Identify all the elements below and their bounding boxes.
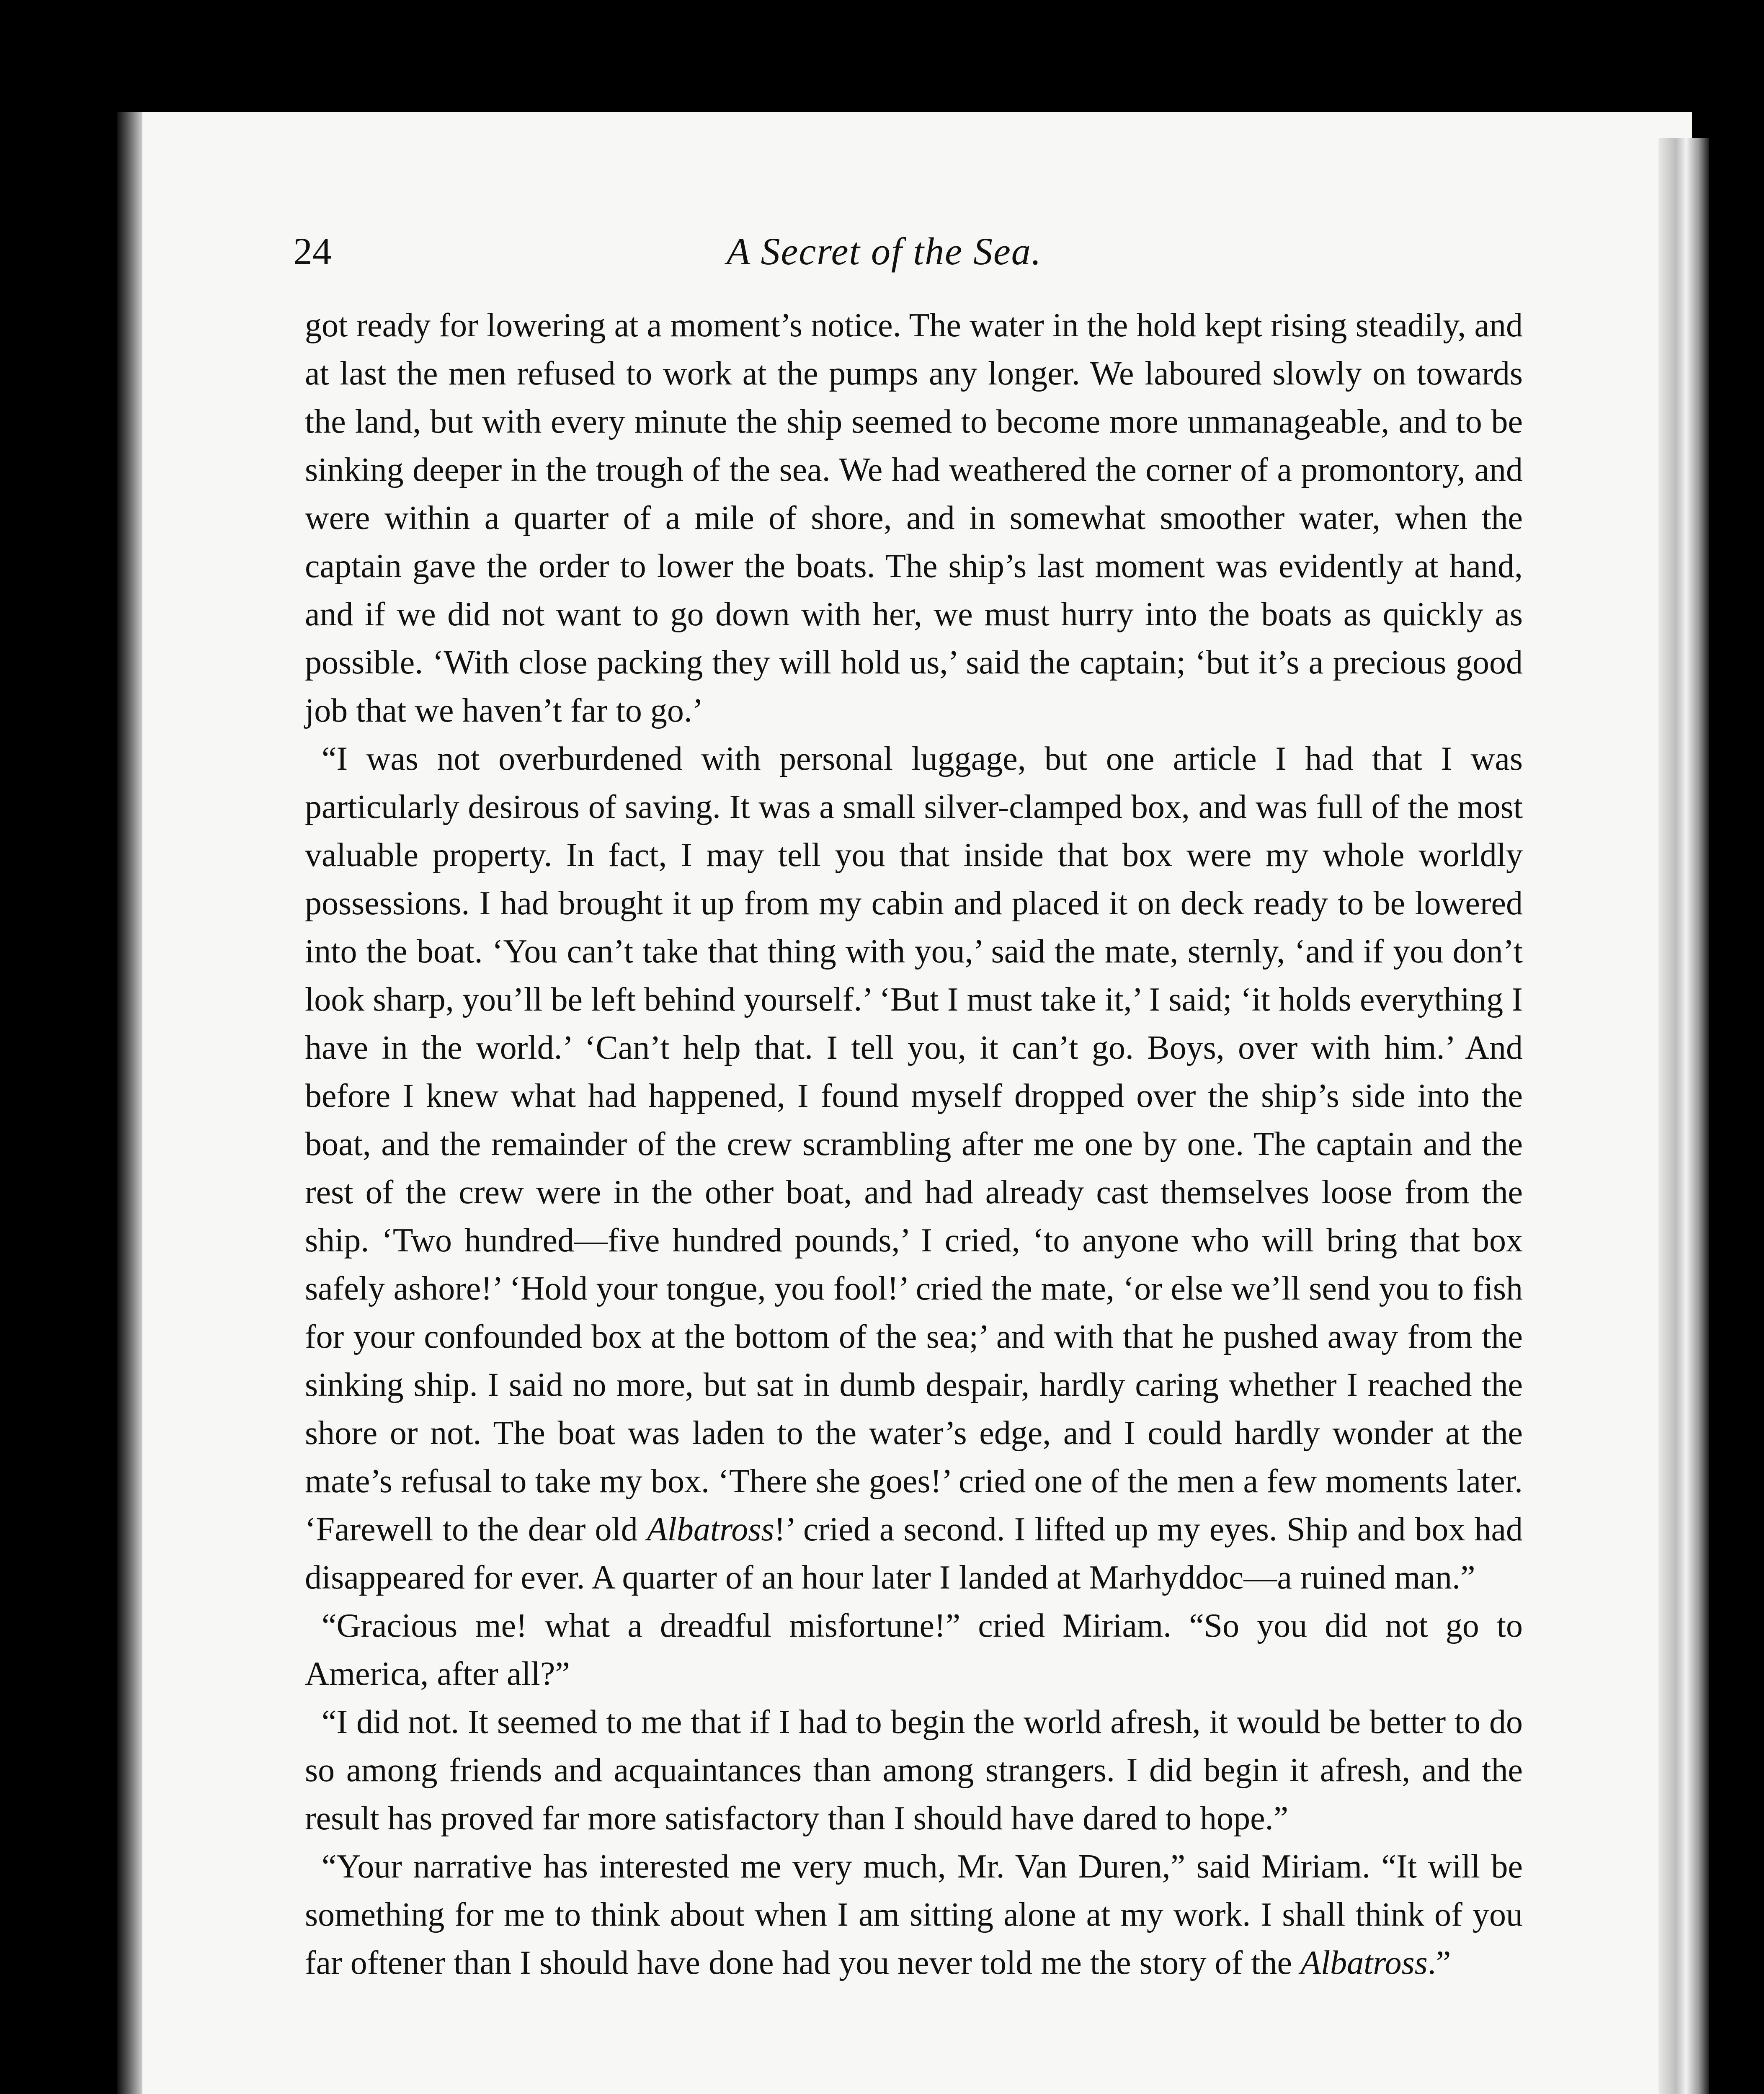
paragraph: got ready for lowering at a moment’s notice. The water in the hold kept rising steadily, and at last the men refused to work at the pumps any longer. We laboured slowly on towards the land, but with every minute the ship seemed to become more unmanageable, and to be sinking deeper in the trough of the sea. We had weathered the corner of a promontory, and were within a quarter of a mile of shore, and in somewhat smoother water, when the captain gave the order to lower the boats. The ship’s last moment was evidently at hand, and if we did not want to go down with her, we must hurry into the boats as quickly as possible. ‘With close packing they will hold us,’ said the captain; ‘but it’s a precious good job that we haven’t far to go.’ [305,307,1523,729]
paragraph: “I did not. It seemed to me that if I had to begin the world afresh, it would be better to do so among friends and acquaintances than among strangers. I did begin it afresh, and the result has proved far more satisfactory than I should have dared to hope.” [305,1704,1523,1837]
running-title: A Secret of the Sea. [727,230,1042,273]
book-spine-shadow [117,112,142,2094]
paragraph: “I was not overburdened with personal luggage, but one article I had that I was particularly desirous of saving. It was a small silver-clamped box, and was full of the most valuable property. In fact, I may tell you that inside that box were my whole worldly possessions. I had brought it up from my cabin and placed it on deck ready to be lowered into the boat. ‘You can’t take that thing with you,’ said the mate, sternly, ‘and if you don’t look sharp, you’ll be left behind yourself.’ ‘But I must take it,’ I said; ‘it holds everything I have in the world.’ ‘Can’t help that. I tell you, it can’t go. Boys, over with him.’ And before I knew what had happened, I found myself dropped over the ship’s side into the boat, and the remainder of the crew scrambling after me one by one. The captain and the rest of the crew were in the other boat, and had already cast themselves loose from the ship. ‘Two hundred—five hundred pounds,’ I cried, ‘to anyone who will bring that box safely ashore!’ ‘Hold your tongue, you fool!’ cried the mate, ‘or else we’ll send you to fish for your confounded box at the bottom of the sea;’ and with that he pushed away from the sinking ship. I said no more, but sat in dumb despair, hardly caring whether I reached the shore or not. The boat was laden to the water’s edge, and I could hardly wonder at the mate’s refusal to take my box. ‘There she goes!’ cried one of the men a few moments later. ‘Farewell to the dear old Albatross!’ cried a second. I lifted up my eyes. Ship and box had disappeared for ever. A quarter of an hour later I landed at Marhyddoc—a ruined man.” [305,740,1523,1596]
body-text [305,302,1523,1987]
ship-name: Albatross [1300,1944,1428,1981]
page-number: 24 [293,230,332,273]
paragraph: “Your narrative has interested me very much, Mr. Van Duren,” said Miriam. “It will be something for me to think about when I am sitting alone at my work. I shall think of you far oftener than I should have done had you never told me the story of the Albatross.” [305,1848,1523,1981]
paragraph: “Gracious me! what a dreadful misfortune!” cried Miriam. “So you did not go to America, after all?” [305,1607,1523,1692]
ship-name: Albatross [647,1511,774,1548]
page-edge-stack [1658,138,1709,2094]
page-header [293,226,1529,276]
